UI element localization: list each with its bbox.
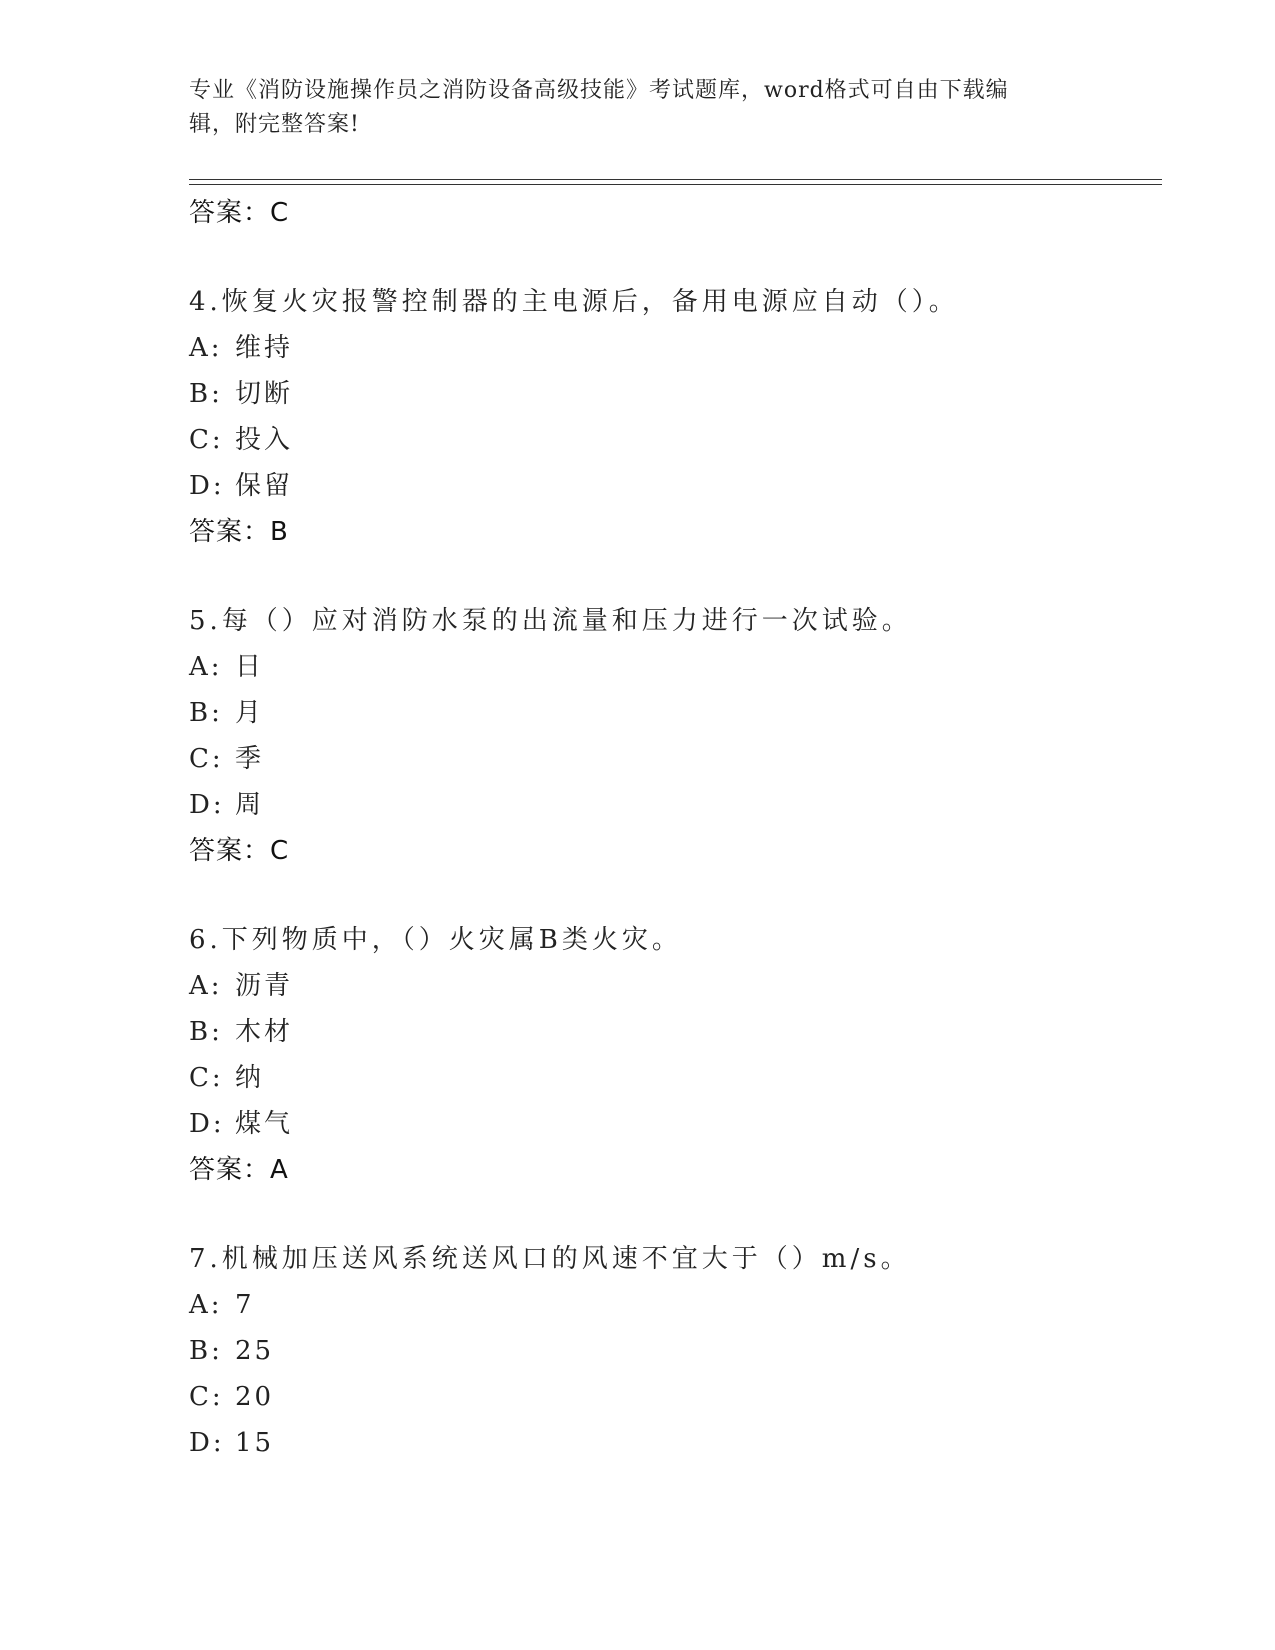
question-stem: 4.恢复火灾报警控制器的主电源后，备用电源应自动（）。	[189, 287, 959, 317]
option-key: D:	[189, 471, 225, 501]
header-divider-top	[189, 179, 1162, 180]
option-a	[189, 1282, 1162, 1328]
option-text: 维持	[235, 333, 294, 363]
option-key: B:	[189, 1017, 223, 1047]
option-key: A:	[189, 971, 223, 1001]
question-item	[189, 917, 1162, 1193]
option-a	[189, 325, 1162, 371]
option-b	[189, 1009, 1162, 1055]
option-c	[189, 417, 1162, 463]
option-text: 15	[235, 1428, 275, 1458]
header-line-2: 辑，附完整答案!	[189, 112, 360, 137]
option-key: D:	[189, 1428, 225, 1458]
question-list	[189, 190, 1162, 1466]
option-b	[189, 1328, 1162, 1374]
option-text: 切断	[235, 379, 294, 409]
option-key: C:	[189, 1382, 224, 1412]
question-item	[189, 598, 1162, 874]
option-key: D:	[189, 790, 225, 820]
option-key: C:	[189, 744, 224, 774]
option-text: 煤气	[235, 1109, 294, 1139]
option-a	[189, 963, 1162, 1009]
option-d	[189, 782, 1162, 828]
option-text: 沥青	[235, 971, 294, 1001]
option-d	[189, 463, 1162, 509]
option-c	[189, 736, 1162, 782]
option-a	[189, 644, 1162, 690]
question-stem: 6.下列物质中，（）火灾属B类火灾。	[189, 925, 682, 955]
option-text: 周	[235, 790, 265, 820]
option-text: 投入	[235, 425, 294, 455]
option-key: C:	[189, 425, 224, 455]
option-text: 木材	[235, 1017, 294, 1047]
option-text: 月	[235, 698, 265, 728]
question-item	[189, 1236, 1162, 1466]
answer-label: 答案：C	[189, 836, 290, 866]
option-key: D:	[189, 1109, 225, 1139]
option-c	[189, 1055, 1162, 1101]
option-d	[189, 1101, 1162, 1147]
option-text: 纳	[235, 1063, 265, 1093]
answer-label: 答案：C	[189, 198, 290, 228]
option-c	[189, 1374, 1162, 1420]
option-d	[189, 1420, 1162, 1466]
option-text: 25	[235, 1336, 275, 1366]
option-key: C:	[189, 1063, 224, 1093]
option-b	[189, 371, 1162, 417]
option-text: 7	[235, 1290, 255, 1320]
option-key: B:	[189, 379, 223, 409]
option-key: B:	[189, 1336, 223, 1366]
header-line-1: 专业《消防设施操作员之消防设备高级技能》考试题库，word格式可自由下载编	[189, 78, 1009, 103]
option-b	[189, 690, 1162, 736]
option-text: 保留	[235, 471, 294, 501]
question-stem: 7.机械加压送风系统送风口的风速不宜大于（）m/s。	[189, 1244, 911, 1274]
answer-label: 答案：B	[189, 517, 289, 547]
option-key: A:	[189, 1290, 223, 1320]
question-stem: 5.每（）应对消防水泵的出流量和压力进行一次试验。	[189, 606, 912, 636]
option-key: B:	[189, 698, 223, 728]
question-item	[189, 279, 1162, 555]
answer-label: 答案：A	[189, 1155, 289, 1185]
document-header	[189, 74, 1069, 142]
option-text: 日	[235, 652, 265, 682]
option-text: 20	[235, 1382, 275, 1412]
option-text: 季	[235, 744, 265, 774]
header-divider-bottom	[189, 184, 1162, 185]
option-key: A:	[189, 652, 223, 682]
option-key: A:	[189, 333, 223, 363]
